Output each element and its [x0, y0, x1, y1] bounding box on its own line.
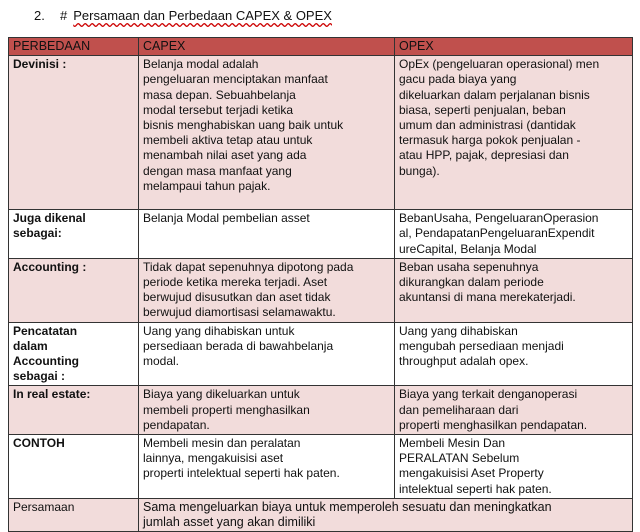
similarity-cell	[139, 498, 633, 531]
capex-cell	[139, 322, 395, 386]
opex-cell	[395, 322, 633, 386]
capex-cell	[139, 258, 395, 322]
similarity-label: Persamaan	[13, 499, 75, 514]
row-label	[9, 498, 139, 531]
header-capex: CAPEX	[139, 38, 395, 56]
opex-text: Beban usaha sepenuhnya dikurangkan dalam periode akuntansi di mana merekaterjadi.	[399, 259, 576, 305]
opex-text: Uang yang dihabiskan mengubah persediaan menjadi throughput adalah opex.	[399, 323, 564, 369]
opex-cell	[395, 435, 633, 499]
table-header-row	[9, 38, 633, 56]
table-row	[9, 386, 633, 435]
opex-text: Membeli Mesin Dan PERALATAN Sebelum mengakuisisi Aset Property intelektual seperti hak paten.	[399, 436, 552, 496]
row-label	[9, 258, 139, 322]
opex-cell	[395, 258, 633, 322]
section-number: 2.	[34, 8, 45, 23]
header-perbedaan: PERBEDAAN	[9, 38, 139, 56]
opex-text: BebanUsaha, PengeluaranOperasion al, PendapatanPengeluaranExpendit ureCapital, Belanja Modal	[399, 211, 599, 256]
table-row	[9, 258, 633, 322]
section-heading	[34, 8, 332, 23]
capex-cell	[139, 210, 395, 259]
row-label-text: Accounting :	[13, 259, 87, 274]
row-label-text: Pencatatan dalam Accounting sebagai :	[13, 323, 79, 384]
table-row	[9, 322, 633, 386]
opex-text: Biaya yang terkait denganoperasi dan pemeliharaan dari properti menghasilkan pendapatan.	[399, 387, 588, 432]
opex-cell	[395, 386, 633, 435]
row-label	[9, 322, 139, 386]
row-label-text: CONTOH	[13, 436, 65, 451]
row-label	[9, 435, 139, 499]
row-label-text: Juga dikenal sebagai:	[13, 211, 86, 241]
row-label	[9, 210, 139, 259]
opex-cell	[395, 56, 633, 210]
table-row	[9, 435, 633, 499]
table-row-similarity	[9, 498, 633, 531]
row-label	[9, 386, 139, 435]
row-label-text: In real estate:	[13, 387, 91, 402]
capex-cell	[139, 435, 395, 499]
opex-text: OpEx (pengeluaran operasional) men gacu pada biaya yang dikeluarkan dalam perjalanan bisnis biasa, seperti penjualan, beban umum dan administrasi (dantidak termasuk harga pokok penjualan - atau HPP, pajak, depresiasi dan bunga).	[399, 57, 600, 178]
capex-text: Belanja Modal pembelian asset	[143, 211, 310, 226]
capex-cell	[139, 56, 395, 210]
bullet-hash: #	[60, 8, 68, 23]
table-row	[9, 56, 633, 210]
table-row	[9, 210, 633, 259]
capex-text: Biaya yang dikeluarkan untuk membeli properti menghasilkan pendapatan.	[143, 387, 310, 432]
row-label-text: Devinisi :	[13, 57, 67, 72]
row-label	[9, 56, 139, 210]
capex-text: Membeli mesin dan peralatan lainnya, mengakuisisi aset properti intelektual seperti hak paten.	[143, 436, 340, 481]
similarity-text: Sama mengeluarkan biaya untuk memperoleh sesuatu dan meningkatkan jumlah asset yang akan dimiliki	[143, 499, 552, 530]
opex-cell	[395, 210, 633, 259]
comparison-table	[8, 37, 633, 532]
capex-text: Tidak dapat sepenuhnya dipotong pada periode ketika mereka terjadi. Aset berwujud disusutkan dan aset tidak berwujud diamortisasi selamawaktu.	[143, 259, 354, 320]
capex-text: Uang yang dihabiskan untuk persediaan berada di bawahbelanja modal.	[143, 323, 334, 369]
section-title: Persamaan dan Perbedaan CAPEX & OPEX	[73, 8, 332, 23]
header-opex: OPEX	[395, 38, 633, 56]
capex-text: Belanja modal adalah pengeluaran menciptakan manfaat masa depan. Sebuahbelanja modal tersebut terjadi ketika bisnis menghabiskan uang baik untuk membeli aktiva tetap atau untuk menambah nilai aset yang ada dengan masa manfaat yang melampaui tahun pajak.	[143, 57, 344, 193]
capex-cell	[139, 386, 395, 435]
